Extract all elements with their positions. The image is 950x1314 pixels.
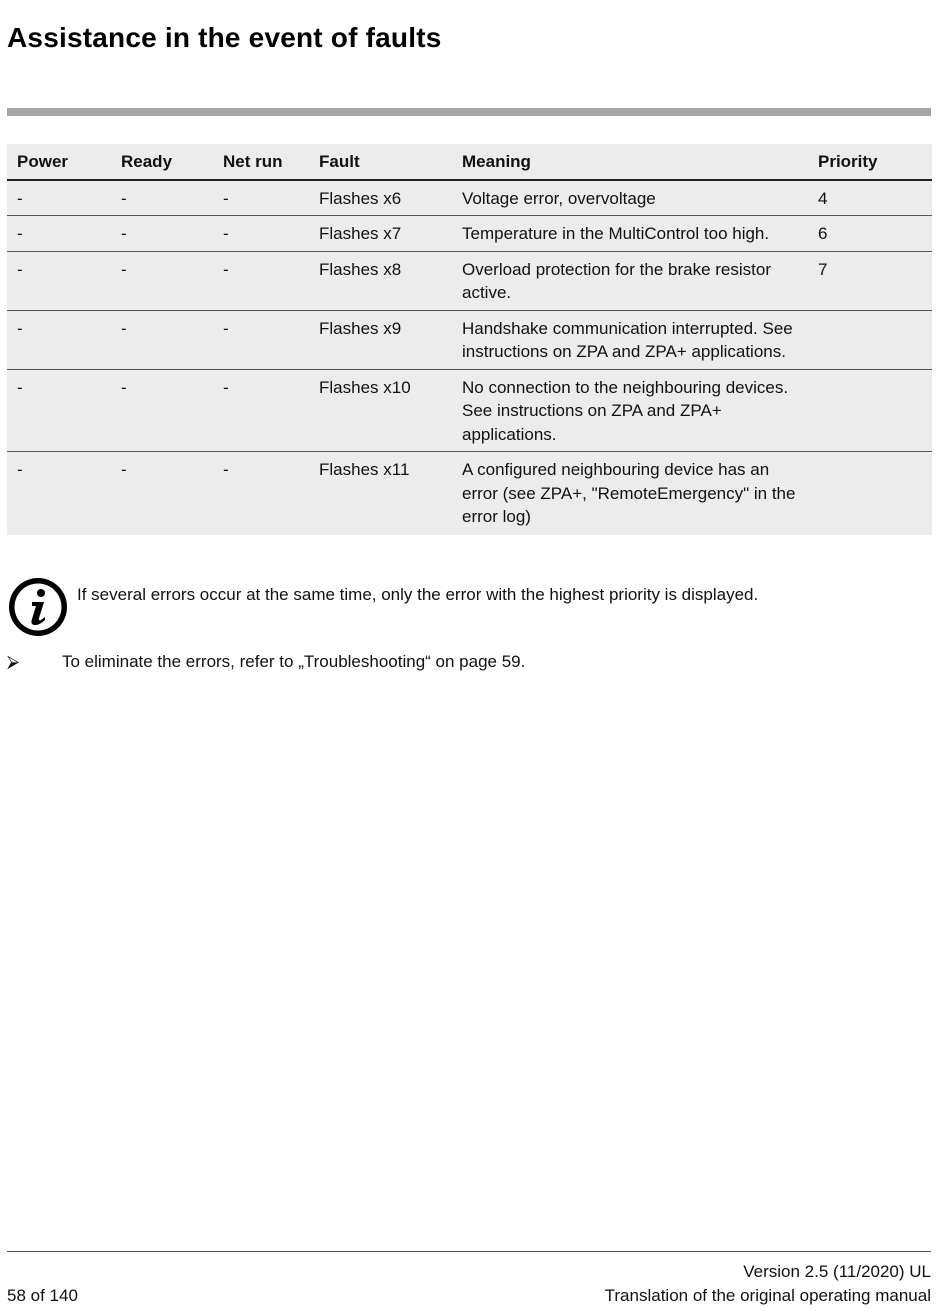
column-header-ready: Ready <box>111 144 213 180</box>
cell-net-run: - <box>213 216 309 252</box>
cell-power: - <box>7 369 111 452</box>
title-divider <box>7 108 931 116</box>
column-header-net-run: Net run <box>213 144 309 180</box>
cell-meaning: Handshake communication interrupted. See instructions on ZPA and ZPA+ applications. <box>452 310 808 369</box>
table-header-row <box>7 144 932 180</box>
column-header-fault: Fault <box>309 144 452 180</box>
cell-priority: 6 <box>808 216 932 252</box>
cell-fault: Flashes x11 <box>319 460 410 479</box>
cell-priority <box>808 310 932 369</box>
footer-divider <box>7 1251 931 1252</box>
cell-net-run: - <box>223 460 229 479</box>
table-row <box>7 452 932 535</box>
cell-fault: Flashes x6 <box>309 180 452 216</box>
instruction-text: To eliminate the errors, refer to „Troubleshooting“ on page 59. <box>62 652 526 671</box>
cell-ready: - <box>111 369 213 452</box>
cell-fault: Flashes x9 <box>309 310 452 369</box>
cell-power: - <box>7 310 111 369</box>
arrow-bullet-icon: ⮚ <box>7 652 20 671</box>
page-title: Assistance in the event of faults <box>7 22 442 53</box>
info-icon <box>7 576 69 638</box>
cell-fault: Flashes x8 <box>309 251 452 310</box>
cell-meaning: Voltage error, overvoltage <box>452 180 808 216</box>
cell-net-run: - <box>213 310 309 369</box>
cell-meaning: Overload protection for the brake resistor active. <box>452 251 808 310</box>
cell-ready: - <box>111 310 213 369</box>
note-text: If several errors occur at the same time, only the error with the highest priority is displayed. <box>77 585 759 604</box>
cell-meaning: Temperature in the MultiControl too high. <box>452 216 808 252</box>
table-row <box>7 369 932 452</box>
cell-power: - <box>17 460 23 479</box>
column-header-priority: Priority <box>808 144 932 180</box>
cell-net-run: - <box>213 369 309 452</box>
cell-priority <box>808 369 932 452</box>
cell-ready: - <box>111 216 213 252</box>
cell-net-run: - <box>213 180 309 216</box>
cell-ready: - <box>111 251 213 310</box>
cell-power: - <box>7 180 111 216</box>
cell-priority: 4 <box>808 180 932 216</box>
table-row <box>7 216 932 252</box>
version-label: Version 2.5 (11/2020) UL <box>743 1262 931 1281</box>
cell-meaning: A configured neighbouring device has an error (see ZPA+, "RemoteEmergency" in the error log) <box>462 460 796 526</box>
cell-fault: Flashes x7 <box>309 216 452 252</box>
table-row <box>7 251 932 310</box>
cell-priority: 7 <box>808 251 932 310</box>
translation-note: Translation of the original operating manual <box>604 1286 931 1305</box>
table-row <box>7 310 932 369</box>
info-note <box>7 576 927 640</box>
cell-power: - <box>7 216 111 252</box>
column-header-meaning: Meaning <box>452 144 808 180</box>
cell-net-run: - <box>213 251 309 310</box>
cell-power: - <box>7 251 111 310</box>
table-row <box>7 180 932 216</box>
cell-meaning: No connection to the neighbouring devices. See instructions on ZPA and ZPA+ applications. <box>452 369 808 452</box>
page-number: 58 of 140 <box>7 1286 78 1305</box>
fault-table <box>7 144 932 535</box>
cell-fault: Flashes x10 <box>309 369 452 452</box>
cell-ready: - <box>111 180 213 216</box>
cell-ready: - <box>121 460 127 479</box>
column-header-power: Power <box>7 144 111 180</box>
cell-priority <box>808 452 932 535</box>
